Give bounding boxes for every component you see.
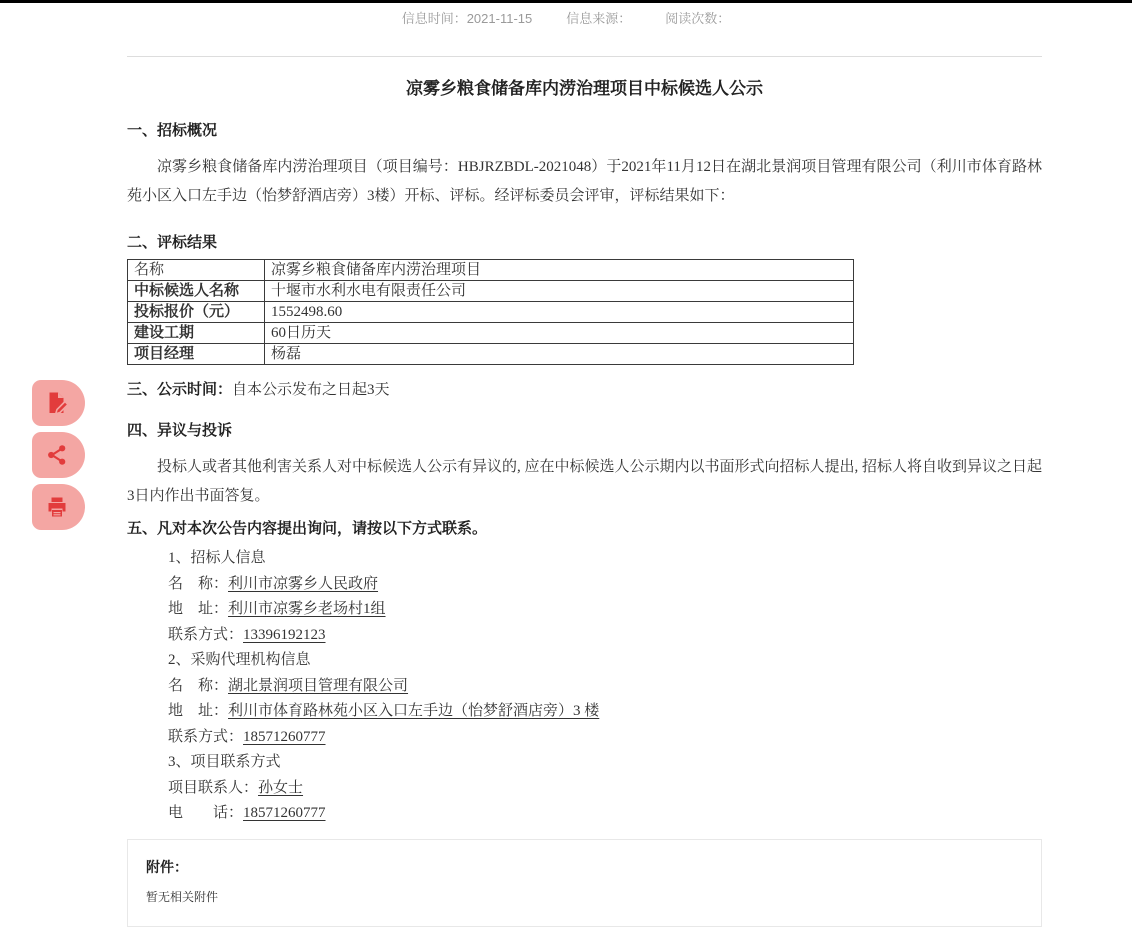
contact-line — [168, 801, 1042, 827]
contact-line — [168, 776, 1042, 802]
contact-value: 湖北景润项目管理有限公司 — [228, 677, 409, 694]
contact-info-list — [168, 546, 1042, 827]
table-row-label: 名称 — [128, 260, 265, 281]
correction-button[interactable] — [32, 380, 85, 426]
table-row — [128, 302, 854, 323]
section-4-paragraph: 投标人或者其他利害关系人对中标候选人公示有异议的, 应在中标候选人公示期内以书面形式向招标人提出, 招标人将自收到异议之日起3日内作出书面答复。 — [127, 459, 1043, 504]
table-row-label: 建设工期 — [128, 323, 265, 344]
contact-value: 18571260777 — [243, 805, 326, 821]
table-row-value: 凉雾乡粮食储备库内涝治理项目 — [265, 260, 854, 281]
contact-group-heading: 3、项目联系方式 — [168, 754, 281, 770]
article-content — [127, 56, 1042, 927]
section-5-heading: 五、凡对本次公告内容提出询问，请按以下方式联系。 — [127, 521, 488, 537]
table-row-value: 十堰市水利水电有限责任公司 — [265, 281, 854, 302]
correction-icon — [45, 391, 69, 415]
section-2-heading: 二、评标结果 — [127, 235, 218, 251]
attachment-box — [127, 839, 1042, 927]
table-row — [128, 260, 854, 281]
section-4-heading: 四、异议与投诉 — [127, 423, 233, 439]
attachment-label: 附件： — [146, 860, 188, 876]
contact-label: 名 称： — [168, 575, 229, 592]
table-row-label: 中标候选人名称 — [128, 281, 265, 302]
contact-group-heading: 2、采购代理机构信息 — [168, 652, 311, 668]
table-row-label: 项目经理 — [128, 344, 265, 365]
table-row — [128, 281, 854, 302]
contact-value: 利川市体育路林苑小区入口左手边（怡梦舒酒店旁）3 楼 — [228, 703, 600, 719]
evaluation-result-table — [127, 259, 854, 365]
contact-label: 电 话： — [168, 805, 244, 821]
read-count-label: 阅读次数： — [665, 11, 731, 26]
table-row-value: 60日历天 — [265, 323, 854, 344]
print-icon — [45, 495, 69, 519]
contact-value: 13396192123 — [243, 626, 326, 643]
table-row-label: 投标报价（元） — [128, 302, 265, 323]
table-row-value: 杨磊 — [265, 344, 854, 365]
contact-label: 项目联系人： — [168, 779, 259, 796]
contact-value: 利川市凉雾乡老场村1组 — [228, 601, 386, 617]
info-time-label: 信息时间：2021-11-15 — [401, 11, 533, 26]
share-button[interactable] — [32, 432, 85, 478]
table-row — [128, 323, 854, 344]
contact-label: 联系方式： — [168, 626, 244, 643]
top-black-bar — [0, 0, 1132, 3]
contact-line — [168, 597, 1042, 623]
header-divider — [127, 56, 1042, 57]
floating-toolbar — [32, 380, 85, 530]
attachment-empty-text: 暂无相关附件 — [146, 889, 219, 904]
section-3-line — [127, 378, 1042, 399]
contact-label: 地 址： — [168, 703, 229, 719]
article-meta — [0, 8, 1132, 27]
contact-label: 地 址： — [168, 601, 229, 617]
section-1-paragraph: 凉雾乡粮食储备库内涝治理项目（项目编号：HBJRZBDL-2021048）于2021年11月12日在湖北景润项目管理有限公司（利川市体育路林苑小区入口左手边（怡梦舒酒店旁）3楼）开标、评标。经评标委员会评审，评标结果如下： — [127, 159, 1042, 204]
contact-label: 名 称： — [168, 677, 229, 694]
info-source-label: 信息来源： — [566, 11, 632, 26]
contact-line — [168, 572, 1042, 598]
contact-group-heading: 1、招标人信息 — [168, 550, 266, 566]
share-icon — [45, 443, 69, 467]
page-title: 凉雾乡粮食储备库内涝治理项目中标候选人公示 — [406, 79, 763, 98]
table-row-value: 1552498.60 — [265, 302, 854, 323]
table-row — [128, 344, 854, 365]
contact-value: 孙女士 — [258, 779, 304, 796]
section-3-heading: 三、公示时间： — [127, 382, 233, 398]
contact-value: 18571260777 — [243, 728, 326, 745]
print-button[interactable] — [32, 484, 85, 530]
contact-line — [168, 674, 1042, 700]
contact-value: 利川市凉雾乡人民政府 — [228, 575, 379, 592]
contact-line — [168, 699, 1042, 725]
contact-label: 联系方式： — [168, 728, 244, 745]
contact-line — [168, 623, 1042, 649]
section-3-text: 自本公示发布之日起3天 — [232, 382, 390, 398]
section-1-heading: 一、招标概况 — [127, 123, 218, 139]
contact-line — [168, 725, 1042, 751]
